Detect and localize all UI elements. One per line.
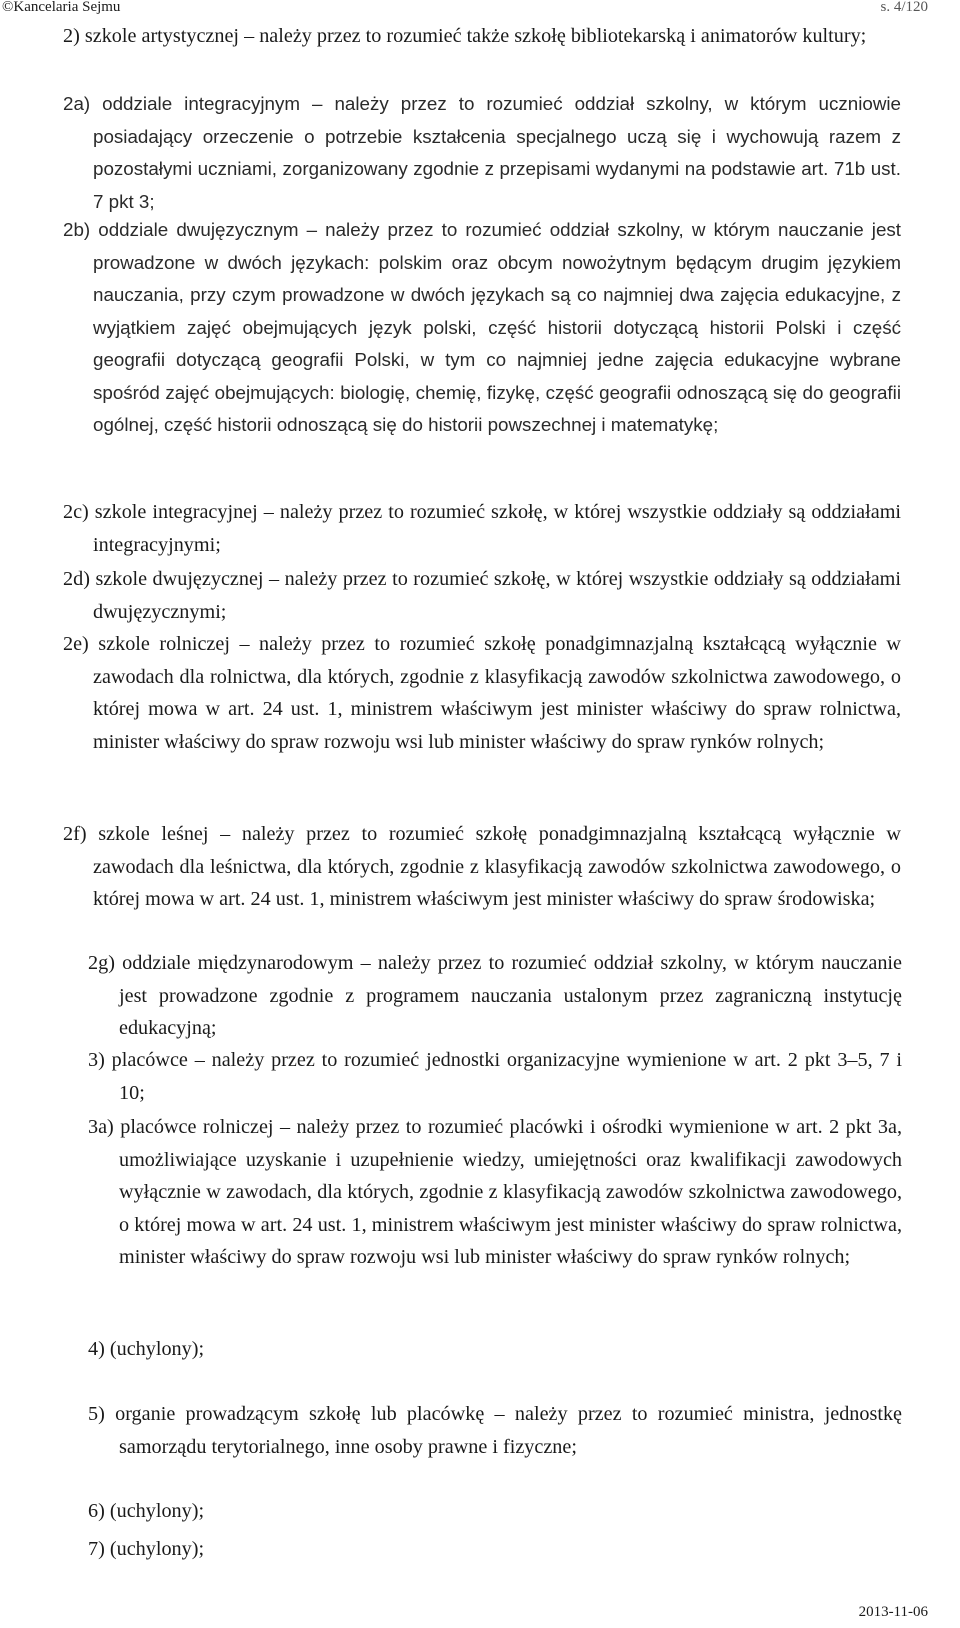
item-text: szkole rolniczej – należy przez to rozumieć szkołę ponadgimnazjalną kształcącą wyłącznie w zawodach dla rolnictwa, dla których, zgodnie z klasyfikacją zawodów szkolnictwa zawodowego, o której mowa w art. 24 ust. 1, ministrem właściwym jest minister właściwy do spraw rolnictwa, minister właściwy do spraw rozwoju wsi lub minister właściwy do spraw rynków rolnych; bbox=[93, 633, 902, 753]
item-text: placówce rolniczej – należy przez to rozumieć placówki i ośrodki wymienione w art. 2 pkt 3a, umożliwiające uzyskanie i uzupełnienie wiedzy, umiejętności oraz kwalifikacji zawodowych wyłącznie w zawodach, dla których, zgodnie z klasyfikacją zawodów szkolnictwa zawodowego, o której mowa w art. 24 ust. 1, ministrem właściwym jest minister właściwy do spraw rolnictwa, minister właściwy do spraw rozwoju wsi lub minister właściwy do spraw rynków rolnych; bbox=[119, 1116, 902, 1268]
item-label: 2f) bbox=[63, 823, 87, 845]
item-label: 2) bbox=[63, 25, 80, 47]
header-source: ©Kancelaria Sejmu bbox=[2, 0, 121, 15]
item-label: 6) bbox=[88, 1500, 105, 1522]
item-label: 3) bbox=[88, 1049, 105, 1071]
item-label: 2b) bbox=[63, 219, 91, 240]
item-text: szkole leśnej – należy przez to rozumieć szkołę ponadgimnazjalną kształcącą wyłącznie w zawodach dla leśnictwa, dla których, zgodnie z klasyfikacją zawodów szkolnictwa zawodowego, o której mowa w art. 24 ust. 1, ministrem właściwym jest minister właściwy do spraw środowiska; bbox=[93, 823, 901, 910]
list-item-2c bbox=[63, 496, 901, 561]
list-item-2b bbox=[63, 214, 901, 442]
list-item-2e bbox=[63, 628, 901, 758]
list-item-4 bbox=[88, 1333, 902, 1366]
item-text: oddziale międzynarodowym – należy przez to rozumieć oddział szkolny, w którym nauczanie jest prowadzone zgodnie z programem nauczania ustalonym przez zagraniczną instytucję edukacyjną; bbox=[119, 952, 902, 1039]
list-item-7 bbox=[88, 1533, 902, 1566]
item-label: 4) bbox=[88, 1338, 105, 1360]
item-text: oddziale integracyjnym – należy przez to rozumieć oddział szkolny, w którym uczniowie posiadający orzeczenie o potrzebie kształcenia specjalnego uczą się i wychowują razem z pozostałymi uczniami, zorganizowany zgodnie z przepisami wydanymi na podstawie art. 71b ust. 7 pkt 3; bbox=[93, 93, 902, 212]
header-page-number: s. 4/120 bbox=[880, 0, 928, 15]
item-text: szkole artystycznej – należy przez to rozumieć także szkołę bibliotekarską i animatorów kultury; bbox=[84, 25, 867, 47]
item-text: szkole integracyjnej – należy przez to rozumieć szkołę, w której wszystkie oddziały są oddziałami integracyjnymi; bbox=[93, 501, 902, 556]
item-label: 3a) bbox=[88, 1116, 114, 1138]
list-item-2 bbox=[63, 20, 901, 53]
item-label: 2d) bbox=[63, 568, 90, 590]
item-text: (uchylony); bbox=[109, 1538, 205, 1560]
item-text: (uchylony); bbox=[109, 1338, 205, 1360]
list-item-2f bbox=[63, 818, 901, 916]
item-label: 2c) bbox=[63, 501, 89, 523]
list-item-2a bbox=[63, 88, 901, 218]
item-label: 2g) bbox=[88, 952, 115, 974]
list-item-3a bbox=[88, 1111, 902, 1274]
item-text: oddziale dwujęzycznym – należy przez to rozumieć oddział szkolny, w którym nauczanie jest prowadzone w dwóch językach: polskim oraz obcym nowożytnym będącym drugim językiem nauczania, przy czym prowadzone w dwóch językach są co najmniej dwa zajęcia edukacyjne, z wyjątkiem zajęć obejmujących język polski, część historii dotyczącą historii Polski i część geografii dotyczącą geografii Polski, w tym co najmniej jedne zajęcia edukacyjne wybrane spośród zajęć obejmujących: biologię, chemię, fizykę, część geografii odnoszącą się do geografii ogólnej, część historii odnoszącą się do historii powszechnej i matematykę; bbox=[93, 219, 902, 435]
footer-date: 2013-11-06 bbox=[858, 1604, 928, 1620]
item-text: placówce – należy przez to rozumieć jednostki organizacyjne wymienione w art. 2 pkt 3–5, 7 i 10; bbox=[111, 1049, 903, 1104]
list-item-2g bbox=[88, 947, 902, 1045]
item-label: 2a) bbox=[63, 93, 91, 114]
item-label: 5) bbox=[88, 1403, 105, 1425]
item-text: (uchylony); bbox=[109, 1500, 205, 1522]
list-item-2d bbox=[63, 563, 901, 628]
item-text: organie prowadzącym szkołę lub placówkę – należy przez to rozumieć ministra, jednostkę samorządu terytorialnego, inne osoby prawne i fizyczne; bbox=[115, 1403, 903, 1458]
list-item-6 bbox=[88, 1495, 902, 1528]
item-label: 7) bbox=[88, 1538, 105, 1560]
list-item-3 bbox=[88, 1044, 902, 1109]
item-text: szkole dwujęzycznej – należy przez to rozumieć szkołę, w której wszystkie oddziały są oddziałami dwujęzycznymi; bbox=[93, 568, 901, 623]
item-label: 2e) bbox=[63, 633, 89, 655]
list-item-5 bbox=[88, 1398, 902, 1463]
